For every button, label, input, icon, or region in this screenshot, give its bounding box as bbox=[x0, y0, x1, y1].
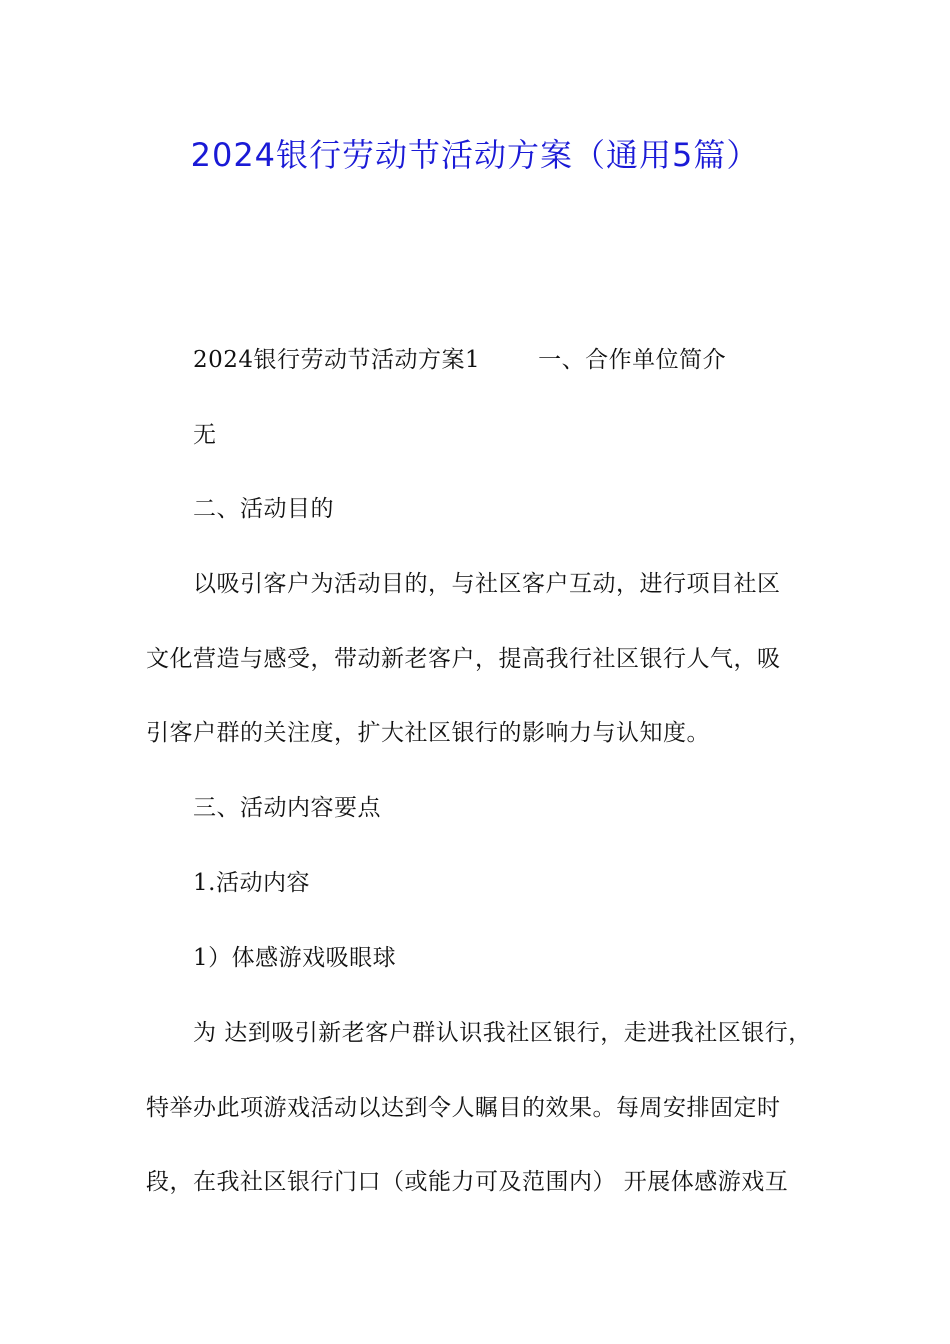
section-1-heading: 一、合作单位简介 bbox=[538, 347, 727, 373]
paragraph-line: 无 bbox=[193, 422, 217, 448]
document-title: 2024银行劳动节活动方案（通用5篇） bbox=[190, 136, 760, 174]
subtitle-line bbox=[193, 345, 726, 375]
section-3-heading: 三、活动内容要点 bbox=[193, 795, 381, 821]
paragraph-line: 引客户群的关注度，扩大社区银行的影响力与认知度。 bbox=[146, 720, 710, 746]
paragraph-line: 段，在我社区银行门口（或能力可及范围内） 开展体感游戏互 bbox=[146, 1169, 789, 1195]
paragraph-line: 特举办此项游戏活动以达到令人瞩目的效果。每周安排固定时 bbox=[146, 1095, 781, 1121]
paragraph-line: 为 达到吸引新老客户群认识我社区银行，走进我社区银行， bbox=[193, 1020, 812, 1046]
document-subtitle: 2024银行劳动节活动方案1 bbox=[193, 347, 481, 373]
section-2-heading: 二、活动目的 bbox=[193, 496, 334, 522]
paragraph-line: 文化营造与感受，带动新老客户，提高我行社区银行人气，吸 bbox=[146, 646, 781, 672]
item-heading: 1）体感游戏吸眼球 bbox=[193, 945, 397, 971]
subsection-heading: 1.活动内容 bbox=[193, 870, 310, 896]
paragraph-line: 以吸引客户为活动目的，与社区客户互动，进行项目社区 bbox=[193, 571, 781, 597]
